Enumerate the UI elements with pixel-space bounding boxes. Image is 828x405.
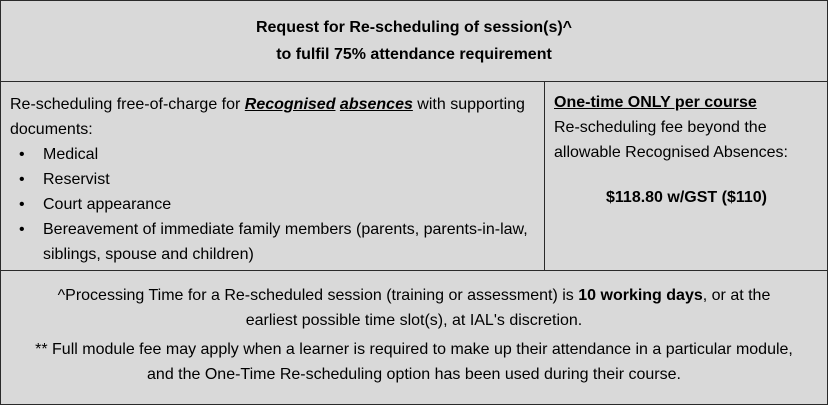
list-item-text: Medical <box>43 146 99 163</box>
recognised-absences-intro <box>10 92 544 142</box>
list-item <box>10 217 544 267</box>
intro-suffix: with supporting documents: <box>10 96 525 138</box>
table-middle-row <box>1 82 827 271</box>
processing-time-note <box>34 283 794 333</box>
intro-prefix: Re-scheduling free-of-charge for <box>10 96 245 113</box>
processing-days: 10 working days <box>578 287 703 304</box>
one-time-title: One-time ONLY per course <box>554 94 757 111</box>
list-item <box>10 167 544 192</box>
bullet-icon: • <box>19 221 25 238</box>
header-line-1: Request for Re-scheduling of session(s)^ <box>255 19 573 36</box>
processing-note-prefix: ^Processing Time for a Re-scheduled session (training or assessment) is <box>57 287 579 304</box>
table-footer <box>1 271 827 404</box>
fee-description: Re-scheduling fee beyond the allowable Recognised Absences: <box>554 119 788 161</box>
intro-absences-word: absences <box>339 96 413 113</box>
intro-recognised-word: Recognised <box>244 96 336 113</box>
bullet-icon: • <box>19 146 25 163</box>
recognised-absences-cell <box>1 82 545 270</box>
list-item-text: Reservist <box>43 171 110 188</box>
processing-note-suffix: , or at the earliest possible time slot(s), at IAL's discretion. <box>245 287 771 329</box>
list-item <box>10 142 544 167</box>
list-item <box>10 192 544 217</box>
table-header <box>1 1 827 82</box>
absence-types-list <box>10 142 544 267</box>
full-module-fee-note: ** Full module fee may apply when a learner is required to make up their attendance in a particular module, and the One-Time Re-scheduling option has been used during their course. <box>35 341 793 383</box>
header-line-2: to fulfil 75% attendance requirement <box>276 46 552 63</box>
list-item-text: Court appearance <box>43 196 172 213</box>
bullet-icon: • <box>19 171 25 188</box>
fee-amount: $118.80 w/GST ($110) <box>606 189 767 206</box>
one-time-fee-cell <box>546 82 827 270</box>
list-item-text: Bereavement of immediate family members (parents, parents-in-law, siblings, spouse and children) <box>43 221 528 263</box>
bullet-icon: • <box>19 196 25 213</box>
